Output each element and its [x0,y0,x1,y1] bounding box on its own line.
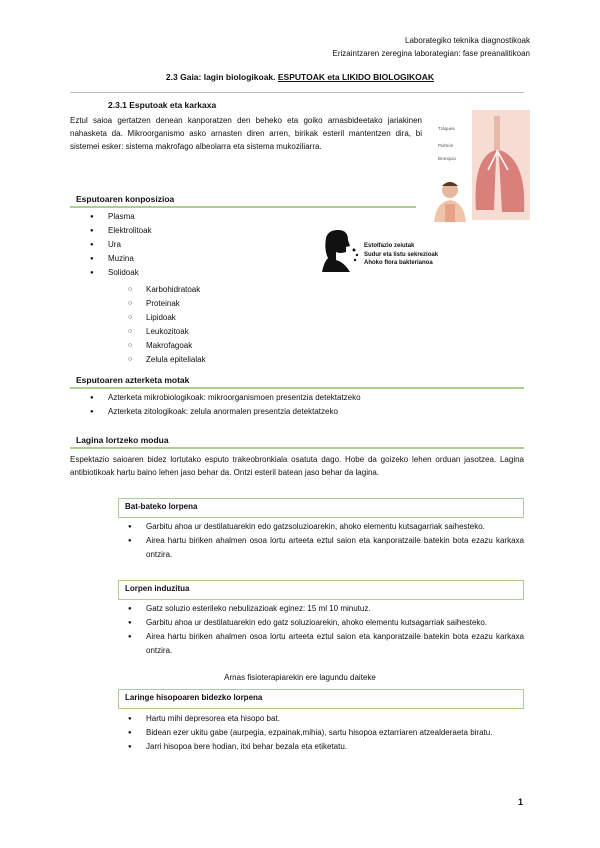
title-underlined: ESPUTOAK eta LIKIDO BIOLOGIKOAK [277,72,435,82]
box1-heading: Bat-bateko lorpena [118,498,524,518]
composition-item: ● Plasma [90,210,310,224]
box1-item: ● Garbitu ahoa ur destilatuarekin edo gatzsoluzioarekin, ahoko elementu kutsagarriak saihesteko. [128,520,524,534]
composition-item: ● Ura [90,238,310,252]
box2-item: ● Airea hartu biriken ahalmen osoa lortu arteeta eztul saion eta kanporatzaile batekin bota ezazu karkaxa ontzira. [128,630,524,658]
page-number: 1 [518,797,524,807]
analysis-list [90,391,520,419]
solids-item: ○ Leukozitoak [128,325,308,339]
cough-legend-line-3: Ahoko flora bakterianoa [364,260,433,266]
cough-legend-line-2: Sudur eta listu sekrezioak [364,251,439,258]
box3-item: ● Hartu mihi depresorea eta hisopo bat. [128,712,524,726]
header-line-2: Erizaintzaren zeregina laborategian: fase preanalitikoan [332,49,530,58]
box2-item: ● Gatz soluzio esterileko nebulizazioak eginez: 15 ml 10 minutuz. [128,602,524,616]
box2-heading: Lorpen induzitua [118,580,524,600]
section-heading-231: 2.3.1 Esputoak eta karkaxa [108,100,217,110]
analysis-item: ● Azterketa mikrobiologikoak: mikroorganismoen presentzia detektatzeko [90,391,520,405]
section-231-body: Eztul saioa gertatzen denean kanporatzen den beheko eta goiko arnasbideetako jariakinen nahasketa da. Mikroorganismo asko arnasten diren arren, birikak esteril mantentzen dira, bi sistemei esker: sistema makrofago albeolarra eta sistema mukoziliarra. [70,116,422,151]
composition-rule [70,206,416,208]
solids-item: ○ Lipidoak [128,311,308,325]
solids-item: ○ Proteinak [128,297,308,311]
page-title [0,72,600,82]
collection-heading: Lagina lortzeko modua [76,435,169,445]
collection-rule [70,447,524,449]
collection-body: Espektazio saioaren bidez lortutako esputo trakeobronkiala osatuta dago. Hobe da goizeko lehen orduan jasotzea. Lagina antibiotikoak hartu baino lehen jaso behar da. Ontzi esteril batean jaso behar da lagina. [70,455,524,477]
composition-list [90,210,310,280]
solids-item: ○ Makrofagoak [128,339,308,353]
composition-heading: Esputoaren konposizioa [76,194,175,204]
lung-label-trachea: Tráquea [438,126,455,131]
cough-pictogram-icon [320,228,360,272]
box2-note: Arnas fisioterapiarekin ere lagundu daiteke [224,673,376,682]
solids-item: ○ Karbohidratoak [128,283,308,297]
person-photo [430,178,470,222]
box2-list [128,602,524,658]
analysis-heading: Esputoaren azterketa motak [76,375,190,385]
analysis-item: ● Azterketa zitologikoak: zelula anormalen presentzia detektatzeko [90,405,520,419]
solids-item: ○ Zelula epitelialak [128,353,308,367]
box1-list [128,520,524,562]
composition-item: ● Solidoak [90,266,310,280]
box3-item: ● Jarri hisopoa bere hodian, itxi behar bezala eta etiketatu. [128,740,524,754]
composition-item: ● Elektrolitoak [90,224,310,238]
lung-label-lung: Pulmón [438,143,454,148]
box2-item: ● Garbitu ahoa ur destilatuarekin edo gatz soluzioarekin, ahoko elementu kutsagarriak saihesteko. [128,616,524,630]
box3-list [128,712,524,754]
box1-item: ● Airea hartu biriken ahalmen osoa lortu arteeta eztul saion eta kanporatzaile batekin bota ezazu karkaxa ontzira. [128,534,524,562]
header-line-1: Laborategiko teknika diagnostikoak [405,36,530,45]
box3-heading: Laringe hisopoaren bidezko lorpena [118,689,524,709]
box3-item: ● Bidean ezer ukitu gabe (aurpegia, ezpainak,mihia), sartu hisopoa eztarriaren atzealderaeta biratu. [128,726,524,740]
cough-legend [364,242,438,268]
composition-item: ● Muzina [90,252,310,266]
running-header [333,34,530,60]
title-rule [70,92,524,93]
analysis-rule [70,387,524,389]
cough-legend-line-1: Estolfazio zeiutak [364,243,415,249]
title-prefix: 2.3 Gaia: lagin biologikoak. [165,72,276,82]
lung-label-bronchus: Bronquio [438,156,457,161]
solids-list [128,283,308,367]
